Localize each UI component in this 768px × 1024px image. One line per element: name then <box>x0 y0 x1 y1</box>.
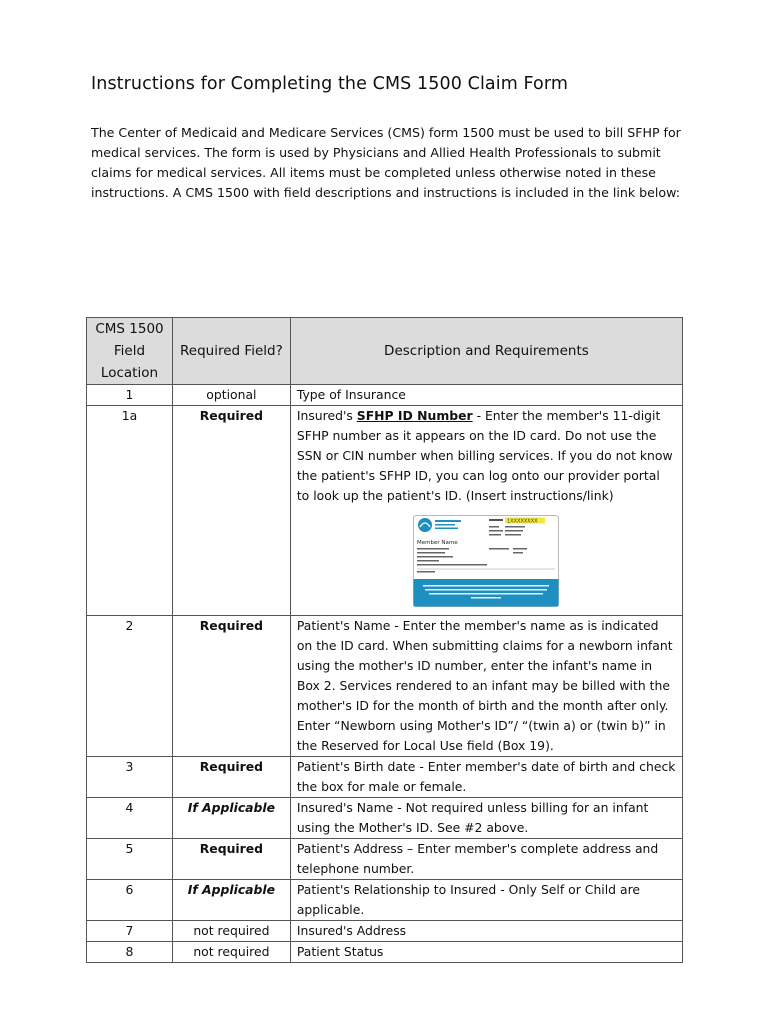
field-description: Patient Status <box>290 942 682 963</box>
sfhp-logo-icon <box>418 518 432 532</box>
required-status: If Applicable <box>172 798 290 839</box>
member-id-value: 1XXXXXXXX <box>507 518 538 525</box>
table-row <box>87 798 683 839</box>
intro-paragraph: The Center of Medicaid and Medicare Services (CMS) form 1500 must be used to bill SFHP for medical services. The form is used by Physicians and Allied Health Professionals to submit claims for medical services. All items must be completed unless otherwise noted in these instructions. A CMS 1500 with field descriptions and instructions is included in the link below: <box>91 125 681 200</box>
description-prefix: Insured's <box>296 408 357 423</box>
page-title: Instructions for Completing the CMS 1500 Claim Form <box>91 74 568 94</box>
required-status: Required <box>172 757 290 798</box>
required-status: optional <box>172 385 290 406</box>
field-number: 3 <box>87 757 173 798</box>
table-row <box>87 880 683 921</box>
table-row <box>87 921 683 942</box>
field-description: Insured's Name - Not required unless billing for an infant using the Mother's ID. See #2 above. <box>290 798 682 839</box>
header-description: Description and Requirements <box>290 318 682 385</box>
member-id-card-image <box>413 515 559 607</box>
table-row <box>87 942 683 963</box>
table-row <box>87 839 683 880</box>
header-field-location: CMS 1500 Field Location <box>87 318 173 385</box>
field-number: 2 <box>87 616 173 757</box>
field-number: 5 <box>87 839 173 880</box>
field-description: Patient's Name - Enter the member's name as is indicated on the ID card. When submitting claims for a newborn infant using the mother's ID number, enter the infant's name in Box 2. Services rendered to an infant may be billed with the mother's ID for the month of birth and the month after only. Enter “Newborn using Mother's ID”/ “(twin a) or (twin b)” in the Reserved for Local Use field (Box 19). <box>290 616 682 757</box>
field-number: 1 <box>87 385 173 406</box>
field-description: Patient's Birth date - Enter member's date of birth and check the box for male or female. <box>290 757 682 798</box>
header-required-field: Required Field? <box>172 318 290 385</box>
sfhp-id-emphasis: SFHP ID Number <box>356 408 473 423</box>
field-description: Patient's Address – Enter member's complete address and telephone number. <box>290 839 682 880</box>
required-status: Required <box>172 616 290 757</box>
table-row <box>87 385 683 406</box>
required-status: Required <box>172 839 290 880</box>
table-row <box>87 757 683 798</box>
field-number: 7 <box>87 921 173 942</box>
field-description: Type of Insurance <box>290 385 682 406</box>
id-card-container <box>297 506 676 615</box>
field-instructions-table <box>86 317 683 963</box>
field-number: 4 <box>87 798 173 839</box>
table-row <box>87 406 683 616</box>
table-row <box>87 616 683 757</box>
required-status: not required <box>172 942 290 963</box>
field-number: 1a <box>87 406 173 616</box>
field-description: Insured's Address <box>290 921 682 942</box>
table-header-row <box>87 318 683 385</box>
required-status: If Applicable <box>172 880 290 921</box>
field-description-cell <box>290 406 682 616</box>
required-status: not required <box>172 921 290 942</box>
field-number: 6 <box>87 880 173 921</box>
required-status: Required <box>172 406 290 616</box>
member-name-label: Member Name <box>417 540 459 546</box>
field-number: 8 <box>87 942 173 963</box>
field-description: Patient's Relationship to Insured - Only Self or Child are applicable. <box>290 880 682 921</box>
field-description <box>297 406 676 506</box>
description-text: - Enter the member's 11-digit SFHP number as it appears on the ID card. Do not use the SSN or CIN number when billing services. If you do not know the patient's SFHP ID, you can log onto our provider portal to look up the patient's ID. (Insert instructions/link) <box>296 408 673 503</box>
